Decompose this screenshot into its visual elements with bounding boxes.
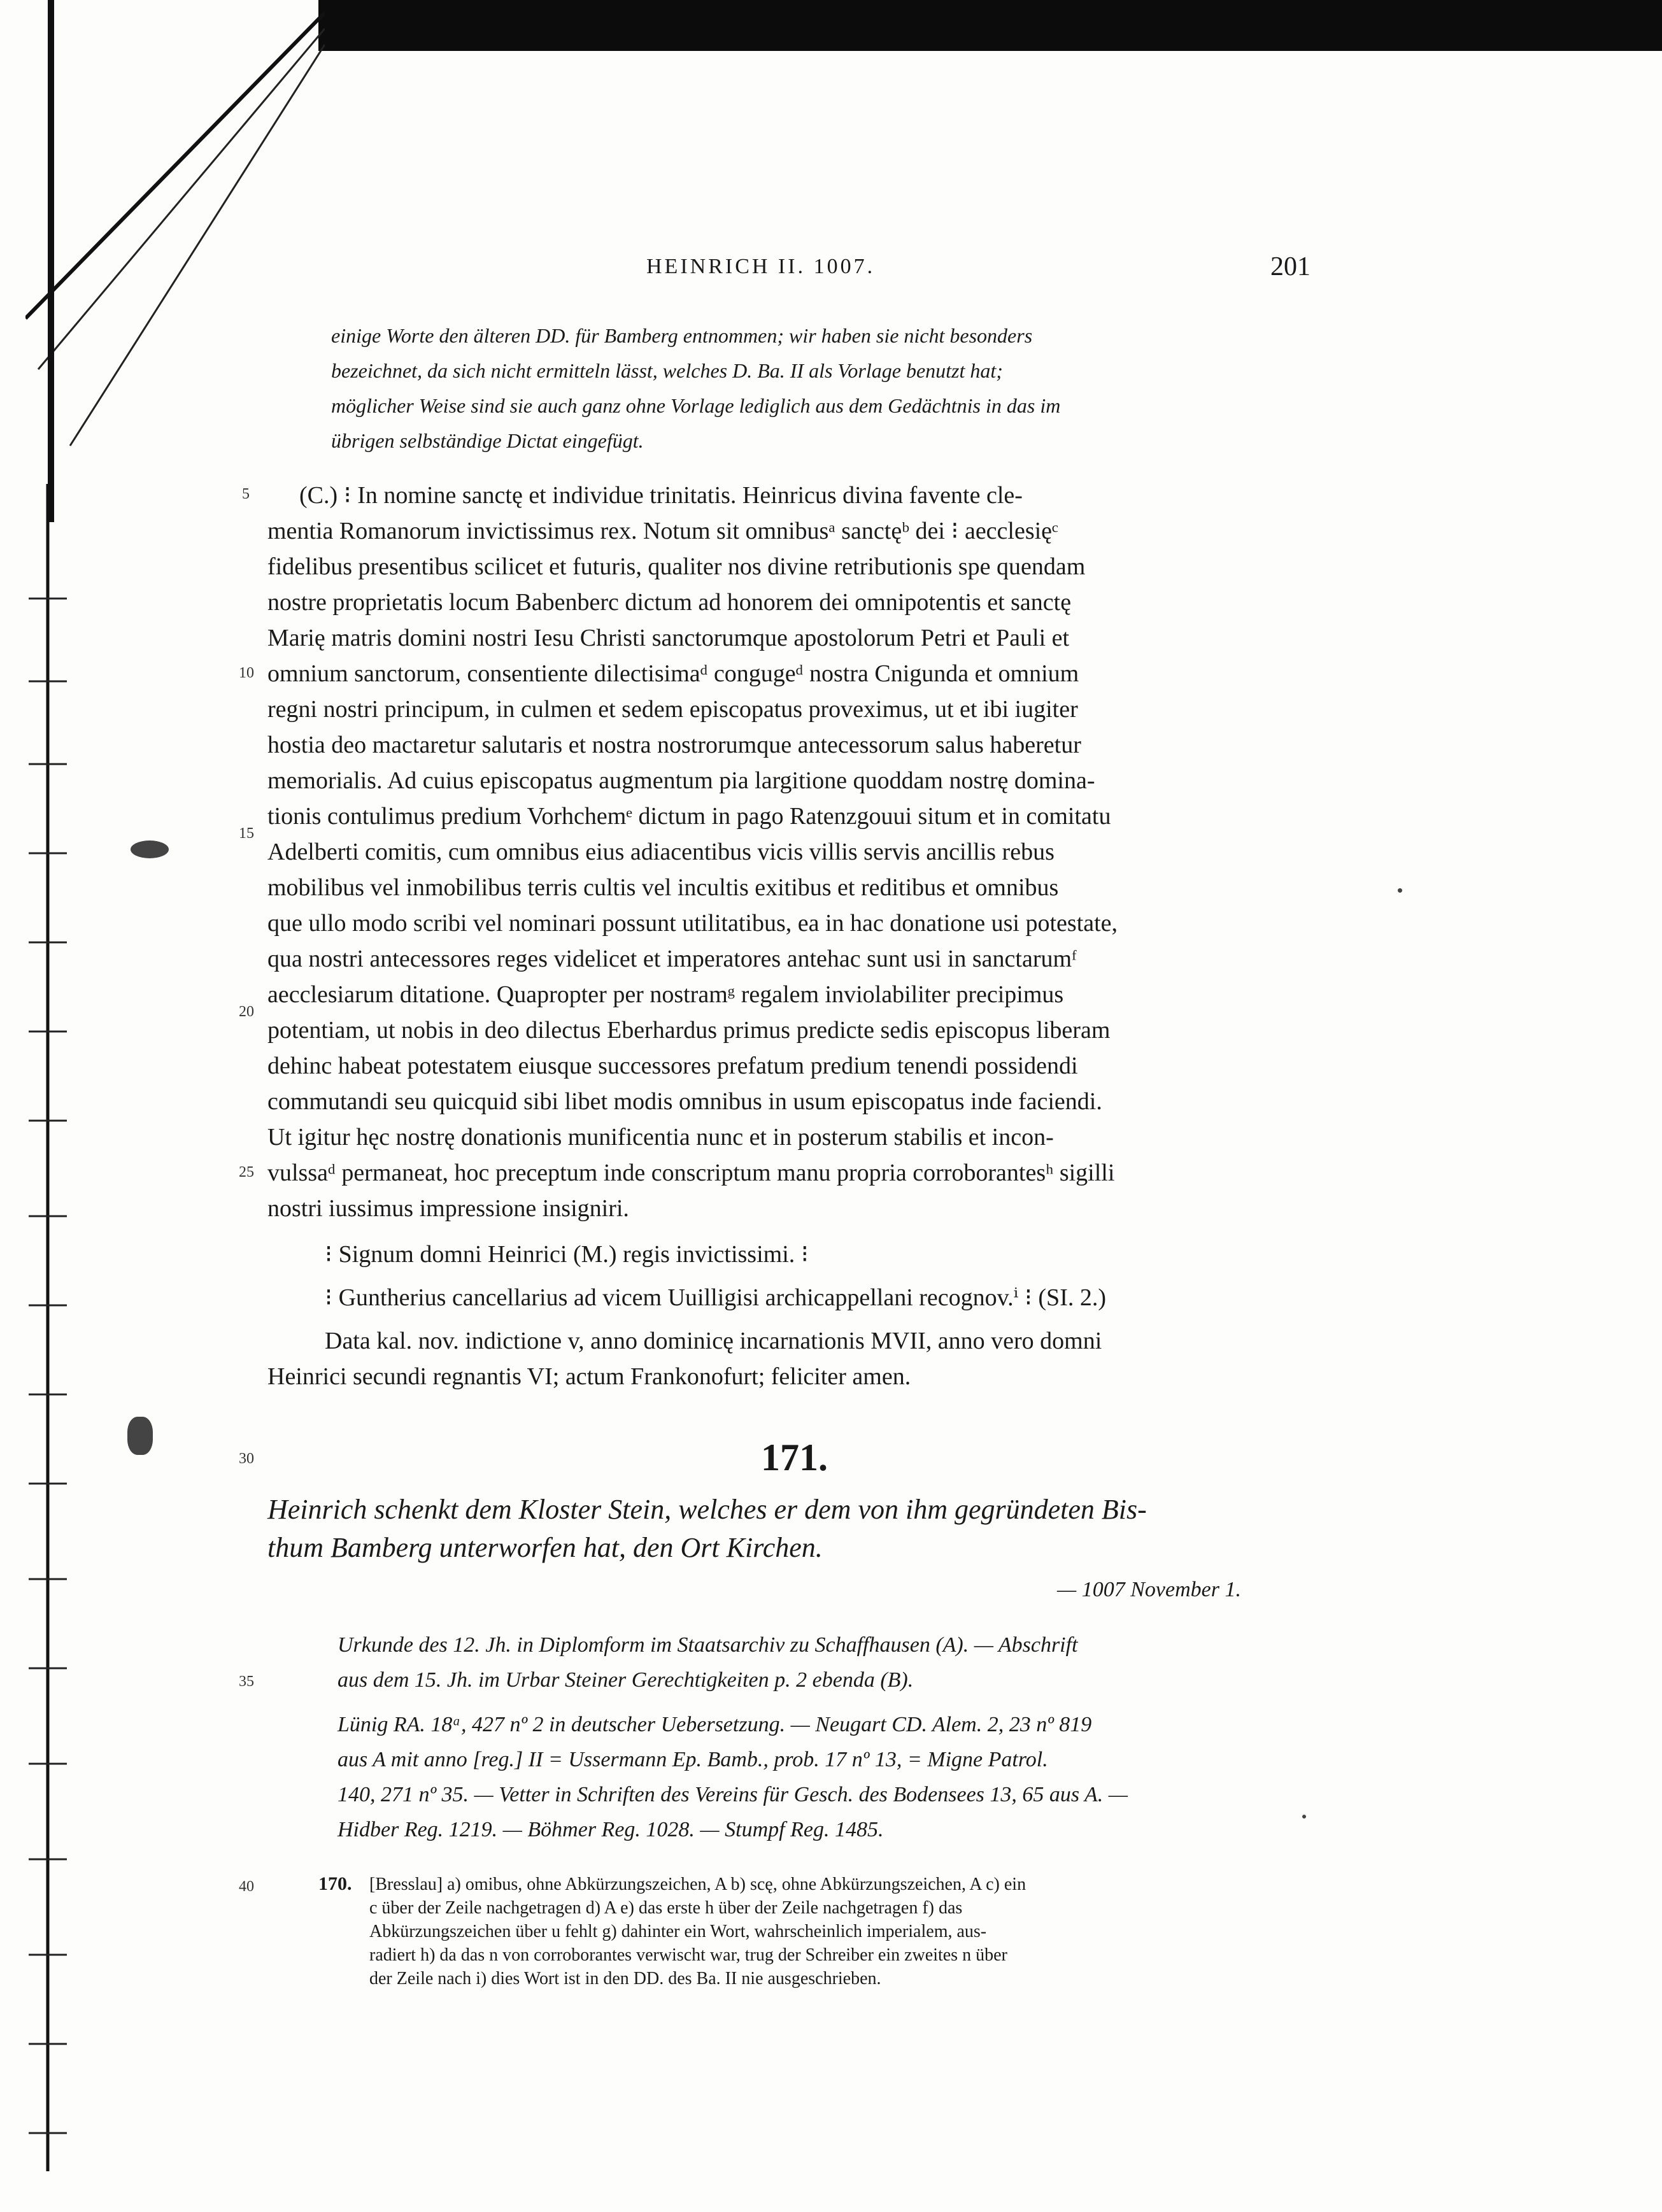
charter-line: Ut igitur hęc nostrę donationis munificentia nunc et in posterum stabilis et incon-	[267, 1124, 1054, 1151]
source-line: Urkunde des 12. Jh. in Diplomform im Staatsarchiv zu Schaffhausen (A). — Abschrift	[337, 1633, 1078, 1657]
line-number: 5	[242, 486, 250, 502]
charter-line: nostri iussimus impressione insigniri.	[267, 1195, 629, 1222]
charter-line: Adelberti comitis, cum omnibus eius adiacentibus vicis villis servis ancillis rebus	[267, 839, 1055, 865]
edition-line: 140, 271 nº 35. — Vetter in Schriften des Vereins für Gesch. des Bodensees 13, 65 aus A. —	[337, 1783, 1128, 1806]
footnote-line: Abkürzungszeichen über u fehlt g) dahinter ein Wort, wahrscheinlich imperialem, aus-	[369, 1922, 987, 1941]
footnote-document-number: 170.	[318, 1873, 352, 1894]
charter-line: (C.) ⁝ In nomine sanctę et individue trinitatis. Heinricus divina favente cle-	[299, 482, 1023, 509]
charter-line: nostre proprietatis locum Babenberc dictum ad honorem dei omnipotentis et sanctę	[267, 589, 1072, 616]
footnote-line: radiert h) da das n von corroborantes verwischt war, trug der Schreiber ein zweites n über	[369, 1945, 1007, 1965]
regest-summary-line: Heinrich schenkt dem Kloster Stein, welches er dem von ihm gegründeten Bis-	[267, 1494, 1147, 1525]
charter-line: que ullo modo scribi vel nominari possunt utilitatibus, ea in hac donatione usi potestate,	[267, 910, 1118, 937]
charter-line: hostia deo mactaretur salutaris et nostra nostrorumque antecessorum salus haberetur	[267, 732, 1081, 758]
ink-blot	[131, 840, 169, 858]
document-number: 171.	[761, 1436, 828, 1478]
line-number: 15	[239, 825, 254, 842]
scan-left-margin-rule	[0, 484, 83, 2212]
edition-line: Hidber Reg. 1219. — Böhmer Reg. 1028. — Stumpf Reg. 1485.	[337, 1818, 884, 1841]
charter-line: memorialis. Ad cuius episcopatus augmentum pia largitione quoddam nostrę domina-	[267, 767, 1095, 794]
charter-line: mentia Romanorum invictissimus rex. Notum sit omnibusᵃ sanctęᵇ dei ⁝ aecclesięᶜ	[267, 518, 1058, 544]
source-line: aus dem 15. Jh. im Urbar Steiner Gerechtigkeiten p. 2 ebenda (B).	[337, 1668, 914, 1692]
regest-summary-line: thum Bamberg unterworfen hat, den Ort Kirchen.	[267, 1532, 823, 1563]
intro-line: bezeichnet, da sich nicht ermitteln lässt, welches D. Ba. II als Vorlage benutzt hat;	[331, 359, 1003, 382]
charter-line: potentiam, ut nobis in deo dilectus Eberhardus primus predicte sedis episcopus liberam	[267, 1017, 1111, 1044]
ink-blot	[127, 1417, 153, 1455]
charter-line: regni nostri principum, in culmen et sedem episcopatus proveximus, ut et ibi iugiter	[267, 696, 1078, 723]
line-number: 30	[239, 1450, 254, 1467]
charter-line: aecclesiarum ditatione. Quapropter per nostramᵍ regalem inviolabiliter precipimus	[267, 981, 1064, 1008]
line-number: 20	[239, 1003, 254, 1020]
charter-line: omnium sanctorum, consentiente dilectisimaᵈ congugeᵈ nostra Cnigunda et omnium	[267, 660, 1079, 687]
charter-line: qua nostri antecessores reges videlicet et imperatores antehac sunt usi in sanctarumᶠ	[267, 946, 1077, 972]
line-number: 25	[239, 1164, 254, 1180]
intro-line: übrigen selbständige Dictat eingefügt.	[331, 429, 644, 452]
running-header: HEINRICH II. 1007.	[646, 255, 876, 278]
charter-line: commutandi seu quicquid sibi libet modis omnibus in usum episcopatus inde faciendi.	[267, 1088, 1102, 1115]
charter-line: fidelibus presentibus scilicet et futuris, qualiter nos divine retributionis spe quendam	[267, 553, 1086, 580]
line-number: 35	[239, 1673, 254, 1690]
footnote-line: der Zeile nach i) dies Wort ist in den DD. des Ba. II nie ausgeschrieben.	[369, 1969, 881, 1989]
recognition-line: ⁝ Guntherius cancellarius ad vicem Uuilligisi archicappellani recognov.ⁱ ⁝ (SI. 2.)	[325, 1284, 1107, 1311]
edition-line: aus A mit anno [reg.] II = Ussermann Ep. Bamb., prob. 17 nº 13, = Migne Patrol.	[337, 1748, 1048, 1771]
dating-line: Heinrici secundi regnantis VI; actum Frankonofurt; feliciter amen.	[267, 1363, 911, 1390]
dating-line: Data kal. nov. indictione v, anno dominicę incarnationis MVII, anno vero domni	[325, 1328, 1102, 1354]
footnote-line: [Bresslau] a) omibus, ohne Abkürzungszeichen, A b) scę, ohne Abkürzungszeichen, A c) ein	[369, 1875, 1026, 1894]
scan-fold-lines	[25, 0, 325, 522]
line-number: 10	[239, 665, 254, 681]
ink-speck	[1302, 1815, 1306, 1819]
charter-line: dehinc habeat potestatem eiusque successores prefatum predium tenendi possidendi	[267, 1053, 1078, 1079]
footnote-line: c über der Zeile nachgetragen d) A e) das erste h über der Zeile nachgetragen f) das	[369, 1898, 963, 1918]
charter-line: tionis contulimus predium Vorhchemᵉ dictum in pago Ratenzgouui situm et in comitatu	[267, 803, 1111, 830]
regest-date: — 1007 November 1.	[1057, 1578, 1241, 1601]
charter-line: vulssaᵈ permaneat, hoc preceptum inde conscriptum manu propria corroborantesʰ sigilli	[267, 1159, 1115, 1186]
signum-line: ⁝ Signum domni Heinrici (M.) regis invictissimi. ⁝	[325, 1241, 809, 1268]
scan-top-shadow	[318, 0, 1662, 51]
charter-line: Marię matris domini nostri Iesu Christi sanctorumque apostolorum Petri et Pauli et	[267, 625, 1070, 651]
line-number: 40	[239, 1878, 254, 1895]
page-number: 201	[1270, 252, 1310, 281]
ink-speck	[1398, 888, 1402, 893]
intro-line: möglicher Weise sind sie auch ganz ohne Vorlage lediglich aus dem Gedächtnis in das im	[331, 394, 1061, 417]
intro-line: einige Worte den älteren DD. für Bamberg entnommen; wir haben sie nicht besonders	[331, 324, 1033, 347]
charter-line: mobilibus vel inmobilibus terris cultis vel incultis exitibus et reditibus et omnibus	[267, 874, 1059, 901]
edition-line: Lünig RA. 18ᵃ, 427 nº 2 in deutscher Uebersetzung. — Neugart CD. Alem. 2, 23 nº 819	[337, 1713, 1092, 1736]
